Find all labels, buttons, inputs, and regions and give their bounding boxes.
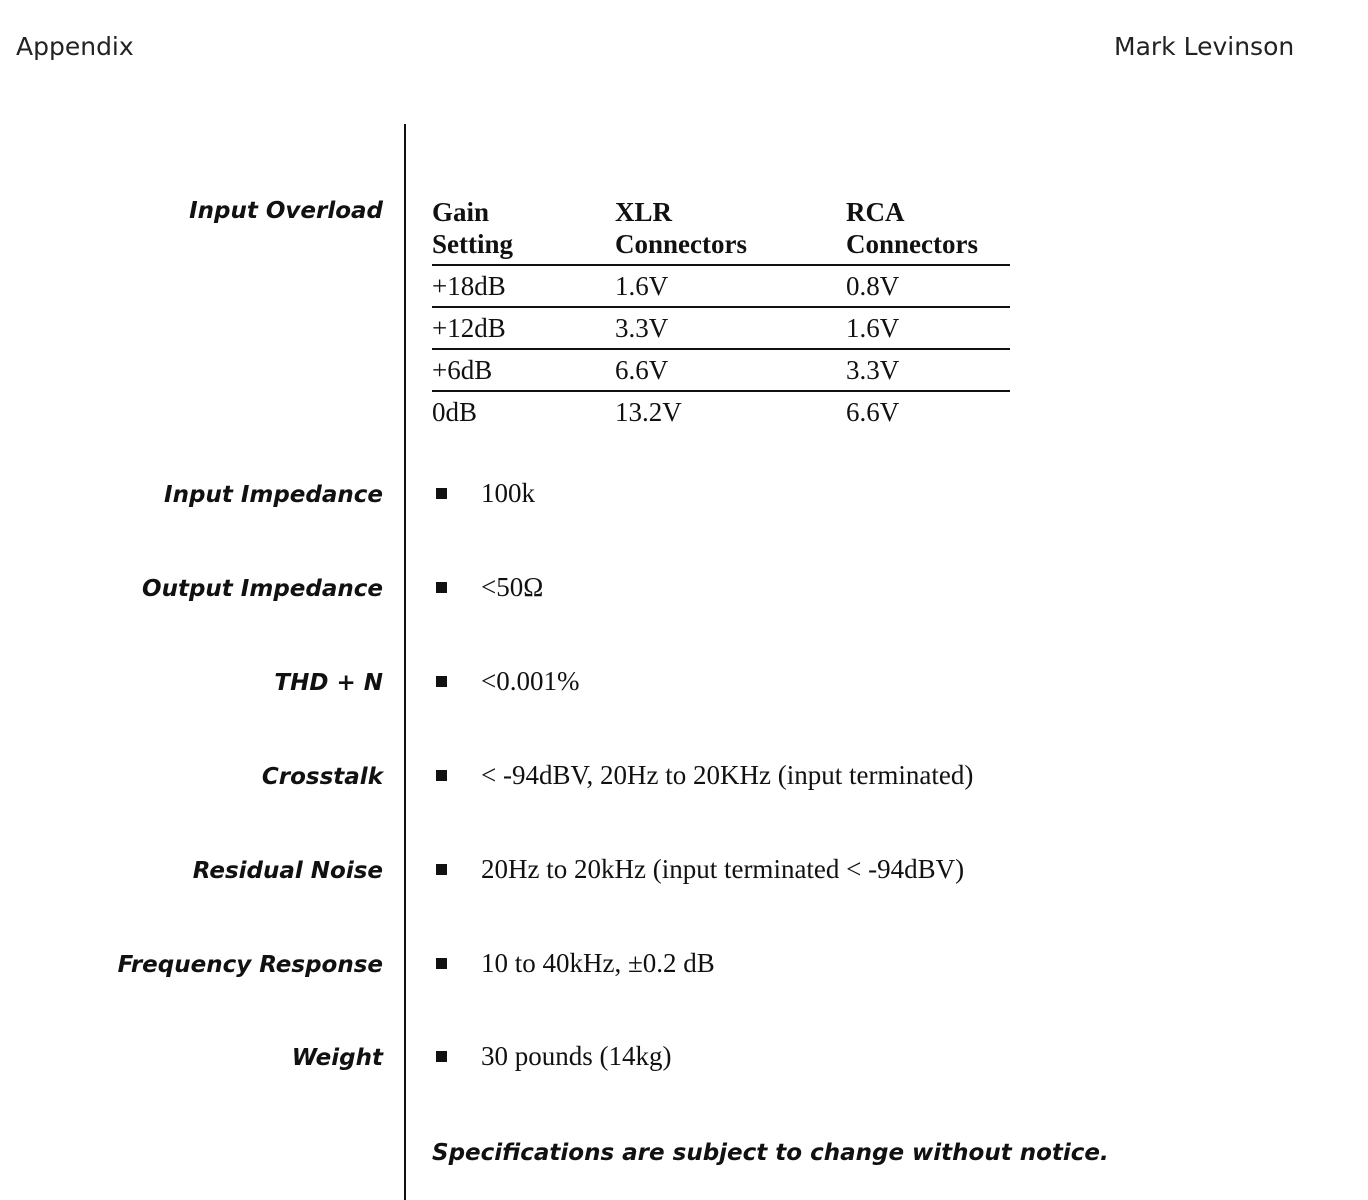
table-cell: +6dB xyxy=(432,354,493,385)
bullet-icon xyxy=(436,676,447,687)
header-brand: Mark Levinson xyxy=(1114,32,1295,61)
spec-value-crosstalk xyxy=(436,760,973,791)
table-cell: +12dB xyxy=(432,312,506,343)
bullet-icon xyxy=(436,1051,447,1062)
spec-value-text: 10 to 40kHz, ±0.2 dB xyxy=(481,948,715,978)
spec-label-output-impedance: Output Impedance xyxy=(142,576,383,602)
table-cell: 0dB xyxy=(432,396,478,427)
table-cell: +18dB xyxy=(432,270,506,301)
spec-value-text: <50Ω xyxy=(481,572,544,602)
spec-value-input-impedance xyxy=(436,478,535,509)
spec-value-text: < -94dBV, 20Hz to 20KHz (input terminated) xyxy=(481,760,974,790)
spec-value-text: 100k xyxy=(481,478,535,508)
table-row xyxy=(432,308,1010,350)
table-cell: 0.8V xyxy=(846,270,900,301)
spec-value-text: 30 pounds (14kg) xyxy=(481,1041,672,1071)
table-cell: 6.6V xyxy=(846,396,900,427)
column-header-line: Connectors xyxy=(615,229,747,259)
spec-value-text: 20Hz to 20kHz (input terminated < -94dBV) xyxy=(481,854,965,884)
spec-label-crosstalk: Crosstalk xyxy=(261,764,383,790)
table-cell: 6.6V xyxy=(615,354,669,385)
spec-value-text: <0.001% xyxy=(481,666,580,696)
column-header-line: XLR xyxy=(615,197,673,227)
spec-value-frequency-response xyxy=(436,948,715,979)
spec-label-residual-noise: Residual Noise xyxy=(192,858,383,884)
table-cell: 3.3V xyxy=(615,312,669,343)
table-row xyxy=(432,350,1010,392)
header-section-title: Appendix xyxy=(16,32,134,61)
table-row xyxy=(432,392,1010,432)
column-header-xlr xyxy=(615,196,846,260)
spec-label-input-overload: Input Overload xyxy=(189,198,383,224)
spec-label-frequency-response: Frequency Response xyxy=(117,952,383,978)
spec-value-residual-noise xyxy=(436,854,964,885)
footer-note: Specifications are subject to change without notice. xyxy=(432,1140,1109,1166)
column-header-gain-setting xyxy=(432,196,615,260)
spec-value-thd-n xyxy=(436,666,579,697)
input-overload-table xyxy=(432,196,1010,432)
column-header-line: Connectors xyxy=(846,229,978,259)
table-cell: 13.2V xyxy=(615,396,682,427)
column-header-line: Gain xyxy=(432,197,490,227)
column-header-line: Setting xyxy=(432,229,513,259)
table-cell: 3.3V xyxy=(846,354,900,385)
bullet-icon xyxy=(436,582,447,593)
spec-value-output-impedance xyxy=(436,572,543,603)
spec-value-weight xyxy=(436,1041,672,1072)
table-cell: 1.6V xyxy=(615,270,669,301)
vertical-divider xyxy=(404,124,406,1200)
spec-label-weight: Weight xyxy=(291,1045,383,1071)
bullet-icon xyxy=(436,488,447,499)
table-row xyxy=(432,266,1010,308)
bullet-icon xyxy=(436,770,447,781)
table-cell: 1.6V xyxy=(846,312,900,343)
spec-label-input-impedance: Input Impedance xyxy=(164,482,383,508)
bullet-icon xyxy=(436,864,447,875)
table-header-row xyxy=(432,196,1010,266)
column-header-rca xyxy=(846,196,1010,260)
bullet-icon xyxy=(436,958,447,969)
column-header-line: RCA xyxy=(846,197,905,227)
spec-label-thd-n: THD + N xyxy=(274,670,383,696)
